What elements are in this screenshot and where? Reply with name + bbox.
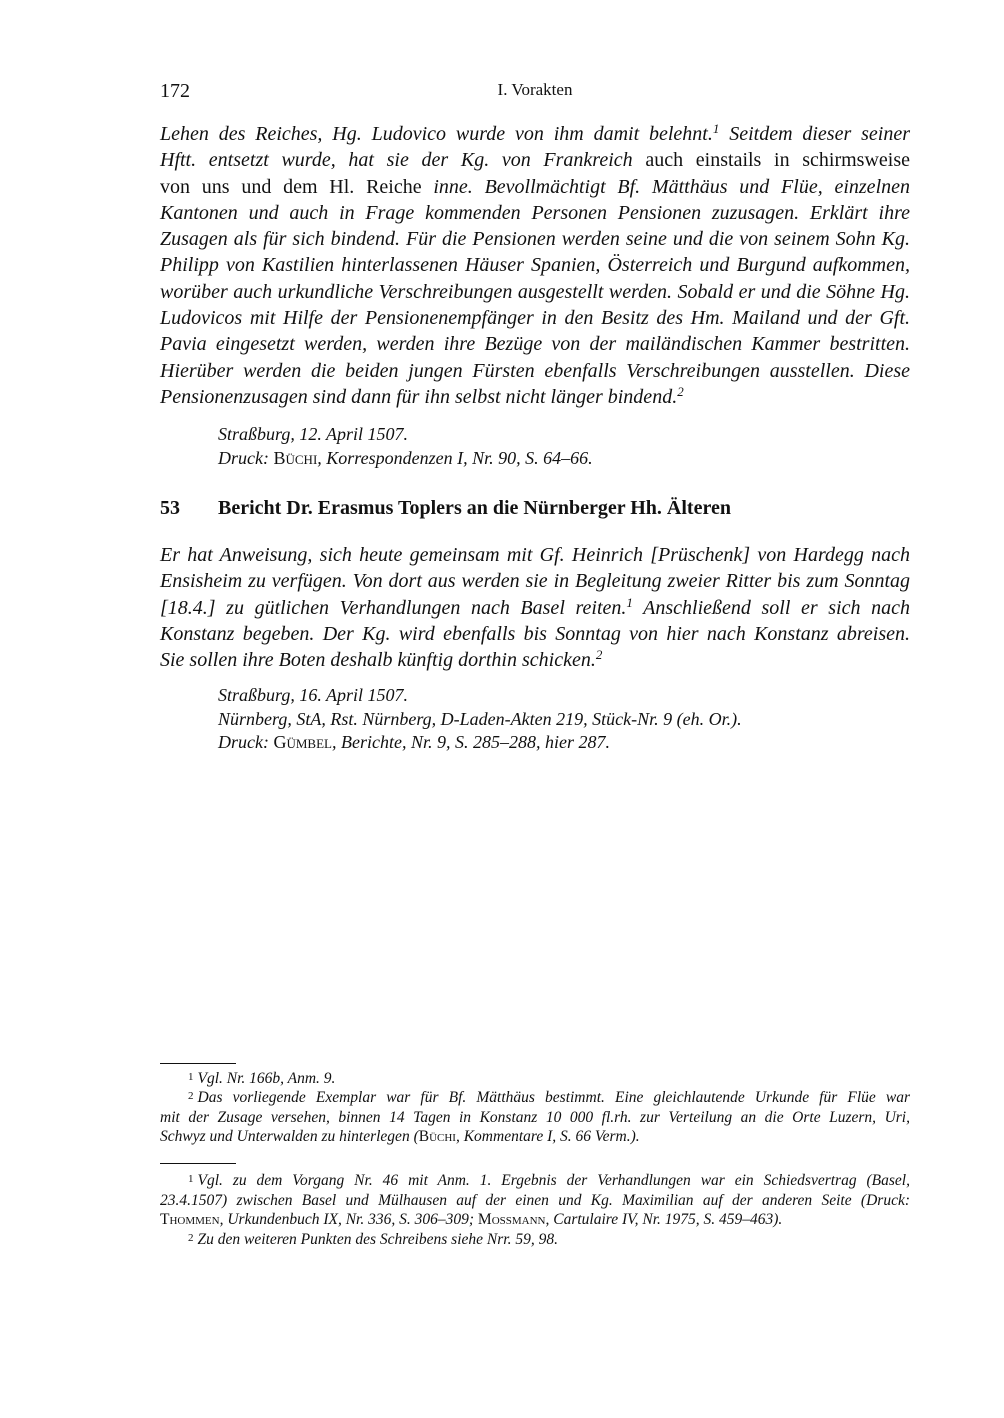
regest-line: Hierüber werden die beiden jungen Fürsten ebenfalls Verschreibungen ausstellen. Diese bbox=[160, 359, 910, 382]
author-name: Büchi bbox=[418, 1128, 456, 1145]
footnote-mark: 2 bbox=[188, 1090, 194, 1102]
regest-line: Er hat Anweisung, sich heute gemeinsam mit Gf. Heinrich [Prüschenk] von Hardegg nach bbox=[160, 544, 910, 566]
regest-line: Pensionenzusagen sind dann für ihn selbst nicht länger bindend.$^2$ bbox=[160, 383, 684, 408]
footnote-line: 23.4.1507) zwischen Basel und Mülhausen auf der einen und Kg. Maximilian auf der anderen Seite (Druck: bbox=[160, 1191, 910, 1209]
author-name: Thommen bbox=[160, 1211, 220, 1228]
regest-line: Ludovicos mit Hilfe der Pensionenempfänger in den Besitz des Hm. Mailand und der Gft. bbox=[160, 307, 910, 330]
regest-line: Pavia eingesetzt werden, werden ihre Bezüge von der mailändischen Kammer bestritten. bbox=[160, 333, 910, 356]
footnote: 2 Zu den weiteren Punkten des Schreibens siehe Nrr. 59, 98. bbox=[188, 1231, 558, 1248]
regest-line: Sie sollen ihre Boten deshalb künftig dorthin schicken.$^2$ bbox=[160, 647, 603, 672]
footnote-line: Thommen, Urkundenbuch IX, Nr. 336, S. 306–309; Mossmann, Cartulaire IV, Nr. 1975, S. 459–463). bbox=[160, 1211, 783, 1228]
source-archive: Nürnberg, StA, Rst. Nürnberg, D-Laden-Akten 219, Stück-Nr. 9 (eh. Or.). bbox=[218, 708, 742, 729]
footnote-ref[interactable]: 2 bbox=[677, 383, 684, 399]
page-number: 172 bbox=[160, 80, 190, 102]
doc52-source-info bbox=[218, 423, 908, 470]
doc-number: 53 bbox=[160, 497, 180, 519]
running-header bbox=[160, 80, 910, 106]
source-print: Druck: Büchi, Korrespondenzen I, Nr. 90, S. 64–66. bbox=[218, 447, 593, 468]
regest-line: von uns und dem Hl. Reiche inne. Bevollmächtigt Bf. Mätthäus und Flüe, einzelnen bbox=[160, 175, 910, 198]
footnote-mark: 1 bbox=[188, 1173, 194, 1185]
source-date: Straßburg, 12. April 1507. bbox=[218, 424, 409, 444]
footnote: 1 Vgl. Nr. 166b, Anm. 9. bbox=[188, 1070, 336, 1087]
regest-line: Konstanz begeben. Der Kg. wird ebenfalls bis Sonntag von hier nach Konstanz abreisen. bbox=[160, 622, 910, 645]
footnote-line: 1 Vgl. zu dem Vorgang Nr. 46 mit Anm. 1. Ergebnis der Verhandlungen war ein Schiedsvertrag (Basel, bbox=[188, 1172, 910, 1189]
doc-title: Bericht Dr. Erasmus Toplers an die Nürnberger Hh. Älteren bbox=[218, 497, 731, 519]
footnote bbox=[160, 1087, 910, 1147]
source-print: Druck: Gümbel, Berichte, Nr. 9, S. 285–288, hier 287. bbox=[218, 732, 610, 752]
page bbox=[160, 0, 910, 1418]
quoted-phrase: von uns und dem Hl. Reiche bbox=[160, 175, 422, 198]
author-name: Gümbel bbox=[273, 732, 332, 752]
footnote-ref[interactable]: 1 bbox=[712, 121, 720, 136]
regest-line: Zusagen als für sich bindend. Für die Pensionen werden seine und die von seinem Sohn Kg. bbox=[160, 228, 910, 251]
author-name: Büchi bbox=[273, 447, 318, 468]
regest-line: Ensisheim zu verfügen. Von dort aus werden sie in Begleitung zweier Ritter bis zum Sonntag bbox=[160, 570, 910, 593]
regest-line: Philipp von Kastilien hinterlassenen Häuser Spanien, Österreich und Burgund aufkommen, bbox=[160, 254, 910, 277]
footnote-ref[interactable]: 2 bbox=[595, 647, 603, 663]
footnote-line: 2 Das vorliegende Exemplar war für Bf. Mätthäus bestimmt. Eine gleichlautende Urkunde für Flüe war bbox=[188, 1089, 910, 1106]
footnote-mark: 1 bbox=[188, 1071, 194, 1083]
footnote-line: Schwyz und Unterwalden zu hinterlegen (Büchi, Kommentare I, S. 66 Verm.). bbox=[160, 1128, 640, 1145]
footnote bbox=[160, 1170, 910, 1230]
regest-line: [18.4.] zu gütlichen Verhandlungen nach Basel reiten.$^1$ Anschließend soll er sich nach bbox=[160, 594, 910, 619]
regest-line: Lehen des Reiches, Hg. Ludovico wurde von ihm damit belehnt.$^1$ Seitdem dieser seiner bbox=[160, 121, 910, 145]
source-date: Straßburg, 16. April 1507. bbox=[218, 685, 409, 705]
regest-line: Hftt. entsetzt wurde, hat sie der Kg. von Frankreich auch einstails in schirmsweise bbox=[160, 149, 911, 172]
author-name: Mossmann bbox=[477, 1211, 546, 1228]
doc52-regest bbox=[160, 121, 910, 410]
doc53-regest bbox=[160, 542, 910, 673]
regest-line: Kantonen und auch in Frage kommenden Personen Pensionen zuzusagen. Erklärt ihre bbox=[160, 201, 910, 224]
doc53-source-info bbox=[218, 684, 908, 755]
footnote-mark: 2 bbox=[188, 1232, 194, 1244]
footnote-divider bbox=[160, 1063, 236, 1064]
quoted-phrase: auch einstails in schirmsweise bbox=[645, 149, 911, 172]
footnote-ref[interactable]: 1 bbox=[626, 594, 633, 610]
footnote-divider bbox=[160, 1163, 236, 1164]
regest-line: worüber auch urkundliche Verschreibungen ausgestellt werden. Sobald er und die Söhne Hg. bbox=[160, 280, 910, 303]
running-title: I. Vorakten bbox=[497, 80, 573, 99]
footnote-line: mit der Zusage versehen, binnen 14 Tagen in Konstanz 10 000 fl.rh. zur Verteilung an die Orte Luzern, Uri, bbox=[160, 1108, 910, 1126]
